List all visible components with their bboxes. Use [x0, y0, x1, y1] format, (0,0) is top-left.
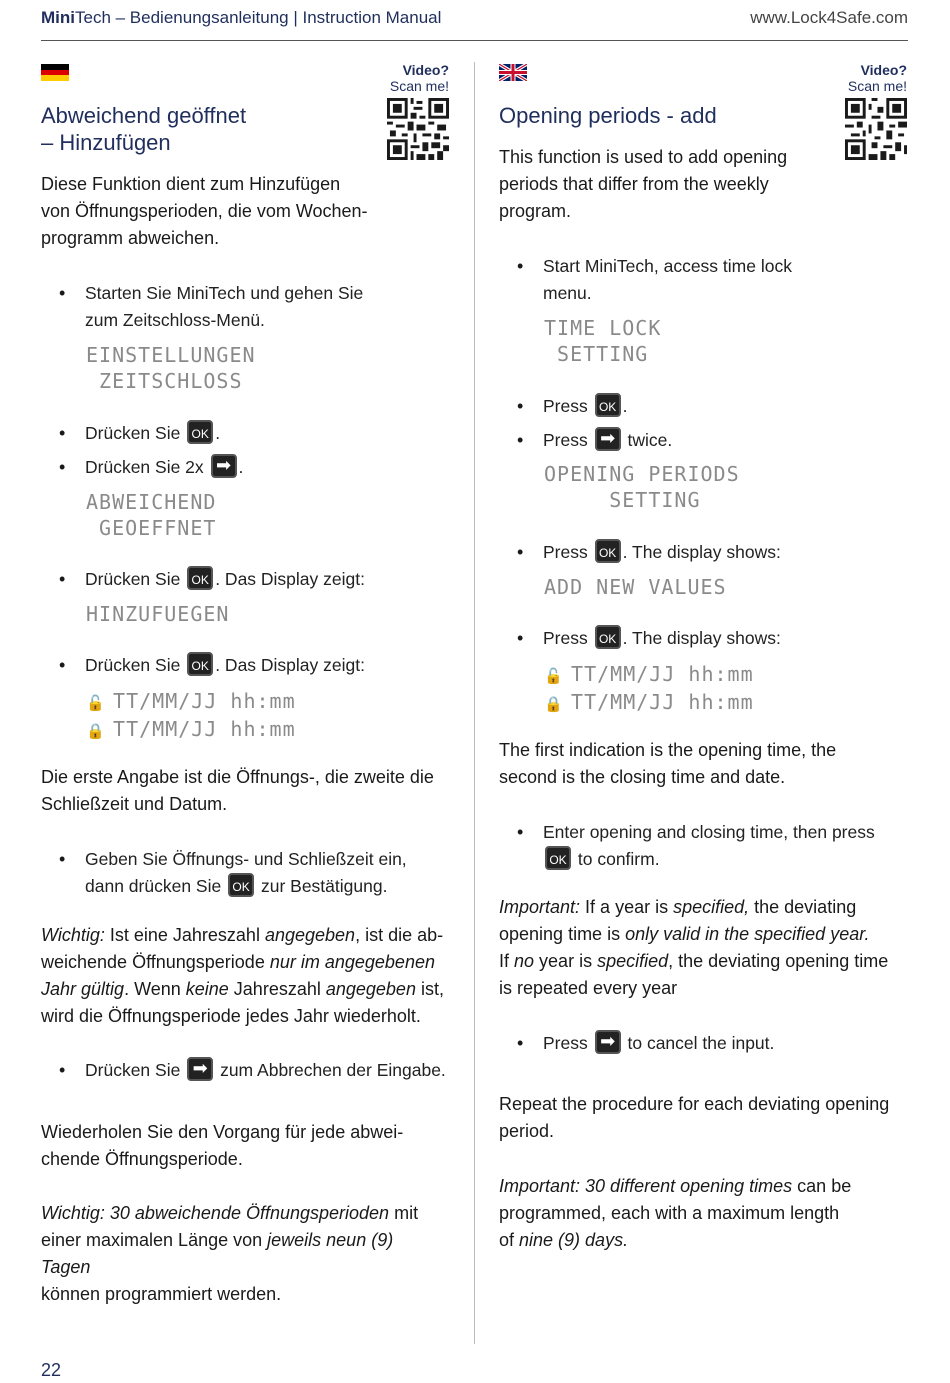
de-indication-text: Die erste Angabe ist die Öffnungs-, die zweite die Schließzeit und Datum.	[41, 767, 434, 814]
en-lcd-datetime: 🔓 TT/MM/JJ hh:mm 🔒 TT/MM/JJ hh:mm	[544, 661, 754, 717]
bullet-icon: •	[517, 430, 524, 450]
de-step-start: Starten Sie MiniTech und gehen Sie zum Zeitschloss-Menü.	[85, 283, 364, 330]
arrow-right-key-icon: ➡	[187, 1057, 213, 1081]
en-important-note: Important: If a year is specified, the deviating opening time is only valid in the specified year. If no year is specified, the deviating opening time is repeated every year	[499, 897, 889, 998]
lock-icon: 🔒	[86, 722, 106, 740]
de-section-title: Abweichend geöffnet – Hinzufügen	[41, 103, 247, 155]
en-step-start: Start MiniTech, access time lock menu.	[543, 256, 792, 303]
en-repeat-text: Repeat the procedure for each deviating opening period.	[499, 1094, 890, 1141]
bullet-icon: •	[59, 569, 66, 589]
en-step-enter-times: Enter opening and closing time, then press OK to confirm.	[543, 822, 875, 869]
de-repeat-text: Wiederholen Sie den Vorgang für jede abwei- chende Öffnungsperiode.	[41, 1122, 404, 1169]
en-lcd-timelock-setting: TIME LOCK SETTING	[544, 316, 662, 366]
de-important-limit: Wichtig: 30 abweichende Öffnungsperioden mit einer maximalen Länge von jeweils neun (9) Tagen können programmiert werden.	[41, 1203, 419, 1304]
de-step-press-ok-display-2: Drücken Sie OK . Das Display zeigt:	[85, 652, 365, 679]
bullet-icon: •	[59, 423, 66, 443]
de-step-enter-times: Geben Sie Öffnungs- und Schließzeit ein, dann drücken Sie OK zur Bestätigung.	[85, 849, 407, 896]
en-step-press-ok-display: Press OK . The display shows:	[543, 539, 781, 566]
en-important-limit: Important: 30 different opening times can be programmed, each with a maximum length of nine (9) days.	[499, 1176, 852, 1250]
bullet-icon: •	[517, 628, 524, 648]
en-lcd-add-new: ADD NEW VALUES	[544, 575, 727, 599]
bullet-icon: •	[517, 822, 524, 842]
page-header	[41, 6, 908, 41]
ok-key-icon: OK	[187, 652, 213, 676]
de-step-press-ok-display: Drücken Sie OK . Das Display zeigt:	[85, 566, 365, 593]
de-step-press-arrow-twice: Drücken Sie 2x ➡ .	[85, 455, 244, 477]
bullet-icon: •	[517, 1033, 524, 1053]
ok-key-icon: OK	[187, 566, 213, 590]
qr-code-icon[interactable]	[387, 98, 449, 160]
de-step-press-ok: Drücken Sie OK .	[85, 420, 220, 447]
de-lcd-deviating-open: ABWEICHEND GEOEFFNET	[86, 490, 217, 540]
en-section-title: Opening periods - add	[499, 103, 717, 128]
german-flag-icon	[41, 64, 69, 81]
en-lcd-opening-periods: OPENING PERIODS SETTING	[544, 462, 740, 512]
en-intro: This function is used to add opening periods that differ from the weekly program.	[499, 147, 788, 221]
ok-key-icon: OK	[228, 873, 254, 897]
en-step-press-ok-display-2: Press OK . The display shows:	[543, 625, 781, 652]
en-step-press-ok: Press OK .	[543, 393, 627, 420]
en-indication-text: The first indication is the opening time, the second is the closing time and date.	[499, 740, 837, 787]
unlock-icon: 🔓	[86, 694, 106, 712]
arrow-right-key-icon: ➡	[595, 427, 621, 451]
de-intro: Diese Funktion dient zum Hinzufügen von Öffnungsperioden, die vom Wochen- programm abweichen.	[41, 174, 368, 248]
bullet-icon: •	[59, 283, 66, 303]
bullet-icon: •	[59, 655, 66, 675]
ok-key-icon: OK	[545, 846, 571, 870]
de-lcd-timelock-setting: EINSTELLUNGEN ZEITSCHLOSS	[86, 343, 256, 393]
bullet-icon: •	[517, 256, 524, 276]
uk-flag-icon	[499, 64, 527, 81]
arrow-right-key-icon: ➡	[211, 454, 237, 478]
ok-key-icon: OK	[595, 625, 621, 649]
de-important-note: Wichtig: Ist eine Jahreszahl angegeben, ist die ab- weichende Öffnungsperiode nur im angegebenen Jahr gültig. Wenn keine Jahreszahl angegeben ist, wird die Öffnungsperiode jedes Jahr wiederholt.	[41, 925, 444, 1026]
header-url[interactable]: www.Lock4Safe.com	[750, 8, 908, 27]
unlock-icon: 🔓	[544, 667, 564, 685]
en-step-cancel: Press ➡ to cancel the input.	[543, 1031, 775, 1053]
bullet-icon: •	[517, 542, 524, 562]
bullet-icon: •	[59, 457, 66, 477]
de-step-cancel: Drücken Sie ➡ zum Abbrechen der Eingabe.	[85, 1058, 446, 1080]
qr-code-block[interactable]: Video? Scan me!	[837, 62, 907, 160]
en-step-press-arrow-twice: Press ➡ twice.	[543, 428, 673, 450]
ok-key-icon: OK	[595, 539, 621, 563]
lock-icon: 🔒	[544, 695, 564, 713]
bullet-icon: •	[59, 849, 66, 869]
column-divider	[474, 62, 475, 1344]
bullet-icon: •	[59, 1060, 66, 1080]
arrow-right-key-icon: ➡	[595, 1030, 621, 1054]
de-lcd-add: HINZUFUEGEN	[86, 602, 230, 626]
ok-key-icon: OK	[595, 393, 621, 417]
ok-key-icon: OK	[187, 420, 213, 444]
bullet-icon: •	[517, 396, 524, 416]
qr-code-icon[interactable]	[845, 98, 907, 160]
header-title: MiniTech – Bedienungsanleitung | Instruction Manual	[41, 8, 442, 27]
de-lcd-datetime: 🔓 TT/MM/JJ hh:mm 🔒 TT/MM/JJ hh:mm	[86, 688, 296, 744]
page-number: 22	[41, 1360, 62, 1380]
qr-code-block[interactable]: Video? Scan me!	[379, 62, 449, 160]
